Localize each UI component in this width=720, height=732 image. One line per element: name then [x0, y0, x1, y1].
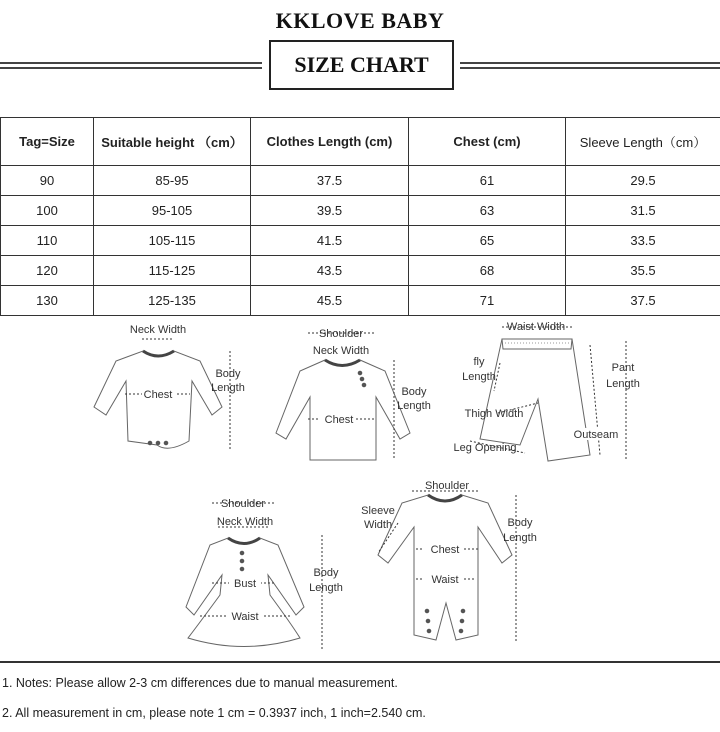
table-cell: 90	[1, 166, 94, 196]
bodysuit-body-label: Body	[215, 368, 241, 380]
dress-shoulder-label: Shoulder	[220, 498, 266, 510]
pants-fly-label: fly	[473, 356, 485, 368]
table-cell: 110	[1, 226, 94, 256]
bodysuit-length-label: Length	[211, 382, 245, 394]
pants-leg-opening-label: Leg Opening	[453, 442, 517, 454]
pants-thigh-width-label: Thigh Width	[464, 408, 524, 420]
table-cell: 68	[409, 256, 566, 286]
table-cell: 85-95	[94, 166, 251, 196]
dress-waist-label: Waist	[231, 611, 259, 623]
pants-length-label: Length	[606, 378, 640, 390]
pants-outseam-label: Outseam	[573, 429, 619, 441]
column-header: Clothes Length (cm)	[251, 118, 409, 166]
top-chest-label: Chest	[324, 414, 354, 426]
romper-chest-label: Chest	[430, 544, 460, 556]
table-cell: 45.5	[251, 286, 409, 316]
notes-divider	[0, 661, 720, 663]
decorative-rule-left	[0, 62, 262, 69]
size-table	[0, 117, 720, 316]
column-header: Chest (cm)	[409, 118, 566, 166]
table-cell: 29.5	[566, 166, 720, 196]
decorative-rule-right	[460, 62, 720, 69]
table-header-row	[1, 118, 720, 166]
brand-title: KKLOVE BABY	[275, 8, 445, 33]
table-row	[1, 226, 720, 256]
romper-diagram	[378, 491, 516, 643]
dress-body-label: Body	[313, 567, 339, 579]
dress-neck-width-label: Neck Width	[216, 516, 274, 528]
table-row	[1, 286, 720, 316]
table-cell: 125-135	[94, 286, 251, 316]
table-cell: 120	[1, 256, 94, 286]
romper-length-label: Length	[503, 532, 537, 544]
pants-pant-label: Pant	[611, 362, 635, 374]
dress-length-label: Length	[309, 582, 343, 594]
top-length-label: Length	[397, 400, 431, 412]
romper-waist-label: Waist	[431, 574, 459, 586]
pants-fly-length-label: Length	[462, 371, 496, 383]
column-header: Tag=Size	[1, 118, 94, 166]
column-header: Suitable height （cm）	[94, 118, 251, 166]
table-cell: 105-115	[94, 226, 251, 256]
table-cell: 95-105	[94, 196, 251, 226]
table-cell: 31.5	[566, 196, 720, 226]
table-row	[1, 196, 720, 226]
table-row	[1, 166, 720, 196]
note-text: 2. All measurement in cm, please note 1 cm = 0.3937 inch, 1 inch=2.540 cm.	[2, 706, 426, 720]
table-cell: 41.5	[251, 226, 409, 256]
romper-body-label: Body	[507, 517, 533, 529]
bodysuit-chest-label: Chest	[143, 389, 173, 401]
table-cell: 35.5	[566, 256, 720, 286]
table-cell: 61	[409, 166, 566, 196]
table-cell: 37.5	[251, 166, 409, 196]
romper-sleeve-label: Sleeve	[361, 505, 395, 517]
table-cell: 130	[1, 286, 94, 316]
top-shoulder-label: Shoulder	[318, 328, 364, 340]
table-cell: 65	[409, 226, 566, 256]
table-cell: 43.5	[251, 256, 409, 286]
measurement-diagrams	[0, 315, 720, 660]
top-body-label: Body	[401, 386, 427, 398]
table-cell: 33.5	[566, 226, 720, 256]
size-chart-title: SIZE CHART	[269, 40, 454, 90]
dress-bust-label: Bust	[233, 578, 257, 590]
table-cell: 100	[1, 196, 94, 226]
romper-sleeve-width-label: Width	[363, 519, 393, 531]
romper-shoulder-label: Shoulder	[424, 480, 470, 492]
table-cell: 37.5	[566, 286, 720, 316]
top-neck-width-label: Neck Width	[312, 345, 370, 357]
note-text: 1. Notes: Please allow 2-3 cm differences due to manual measurement.	[2, 676, 398, 690]
table-cell: 71	[409, 286, 566, 316]
column-header: Sleeve Length（cm）	[566, 118, 720, 166]
table-cell: 39.5	[251, 196, 409, 226]
table-row	[1, 256, 720, 286]
table-cell: 115-125	[94, 256, 251, 286]
table-cell: 63	[409, 196, 566, 226]
pants-waist-width-label: Waist Width	[506, 321, 566, 333]
bodysuit-neck-width-label: Neck Width	[129, 324, 187, 336]
